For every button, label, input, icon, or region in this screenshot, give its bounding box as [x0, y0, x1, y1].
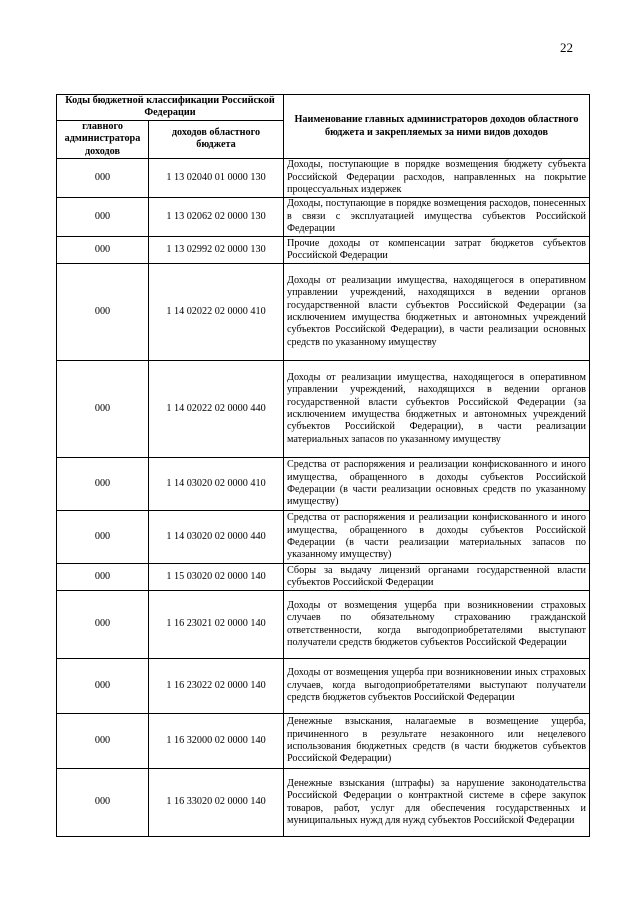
- admin-code-cell: 000: [57, 714, 149, 769]
- revenue-code-cell: 1 14 02022 02 0000 440: [149, 361, 284, 458]
- admin-code-cell: 000: [57, 769, 149, 837]
- table-row: [57, 511, 590, 564]
- revenue-name-cell: Доходы, поступающие в порядке возмещения расходов, понесенных в связи с эксплуатацией имущества субъектов Российской Федерации: [284, 198, 590, 237]
- table-row: [57, 564, 590, 591]
- revenue-name-cell: Доходы, поступающие в порядке возмещения бюджету субъекта Российской Федерации расходов, направленных на покрытие процессуальных издержек: [284, 159, 590, 198]
- revenue-code-cell: 1 16 23022 02 0000 140: [149, 659, 284, 714]
- admin-code-cell: 000: [57, 264, 149, 361]
- revenue-name-cell: Доходы от реализации имущества, находящегося в оперативном управлении учреждений, находящихся в ведении органов государственной власти субъектов Российской Федерации (за исключением имущества бюджетных и автономных учреждений субъектов Российской Федерации), в части реализации материальных запасов по указанному имуществу: [284, 361, 590, 458]
- revenue-name-cell: Сборы за выдачу лицензий органами государственной власти субъектов Российской Федерации: [284, 564, 590, 591]
- revenue-name-cell: Доходы от возмещения ущерба при возникновении страховых случаев по обязательному страхованию гражданской ответственности, когда выгодоприобретателями выступают получатели средств бюджетов субъектов Российской Федерации: [284, 591, 590, 659]
- admin-code-cell: 000: [57, 198, 149, 237]
- admin-code-cell: 000: [57, 159, 149, 198]
- admin-code-cell: 000: [57, 237, 149, 264]
- admin-code-cell: 000: [57, 659, 149, 714]
- admin-code-cell: 000: [57, 458, 149, 511]
- revenue-code-cell: 1 15 03020 02 0000 140: [149, 564, 284, 591]
- table-row: [57, 591, 590, 659]
- revenue-code-cell: 1 16 23021 02 0000 140: [149, 591, 284, 659]
- table-row: [57, 361, 590, 458]
- revenue-code-cell: 1 14 02022 02 0000 410: [149, 264, 284, 361]
- table-row: [57, 264, 590, 361]
- revenue-name-cell: Средства от распоряжения и реализации конфискованного и иного имущества, обращенного в доходы субъектов Российской Федерации (в части реализации материальных запасов по указанному имуществу): [284, 511, 590, 564]
- table-row: [57, 714, 590, 769]
- revenue-code-cell: 1 16 32000 02 0000 140: [149, 714, 284, 769]
- header-admin-code: главного администратора доходов: [57, 120, 149, 158]
- revenue-name-cell: Прочие доходы от компенсации затрат бюджетов субъектов Российской Федерации: [284, 237, 590, 264]
- table-row: [57, 458, 590, 511]
- revenue-code-cell: 1 16 33020 02 0000 140: [149, 769, 284, 837]
- page-number: 22: [560, 40, 573, 55]
- revenue-code-cell: 1 14 03020 02 0000 410: [149, 458, 284, 511]
- header-codes-group: Коды бюджетной классификации Российской Федерации: [57, 95, 284, 121]
- admin-code-cell: 000: [57, 591, 149, 659]
- revenue-code-cell: 1 13 02040 01 0000 130: [149, 159, 284, 198]
- revenue-name-cell: Доходы от реализации имущества, находящегося в оперативном управлении учреждений, находящихся в ведении органов государственной власти субъектов Российской Федерации (за исключением имущества бюджетных и автономных учреждений субъектов Российской Федерации), в части реализации основных средств по указанному имуществу: [284, 264, 590, 361]
- table-row: [57, 659, 590, 714]
- table-row: [57, 198, 590, 237]
- admin-code-cell: 000: [57, 361, 149, 458]
- header-admin-name: Наименование главных администраторов доходов областного бюджета и закрепляемых за ними видов доходов: [284, 95, 590, 159]
- revenue-code-cell: 1 14 03020 02 0000 440: [149, 511, 284, 564]
- revenue-name-cell: Средства от распоряжения и реализации конфискованного и иного имущества, обращенного в доходы субъектов Российской Федерации (в части реализации основных средств по указанному имуществу): [284, 458, 590, 511]
- table-row: [57, 237, 590, 264]
- revenue-code-cell: 1 13 02992 02 0000 130: [149, 237, 284, 264]
- table-row: [57, 769, 590, 837]
- admin-code-cell: 000: [57, 511, 149, 564]
- revenue-name-cell: Денежные взыскания (штрафы) за нарушение законодательства Российской Федерации о контрактной системе в сфере закупок товаров, работ, услуг для обеспечения государственных и муниципальных нужд для нужд субъектов Российской Федерации: [284, 769, 590, 837]
- revenue-name-cell: Денежные взыскания, налагаемые в возмещение ущерба, причиненного в результате незаконного или нецелевого использования бюджетных средств (в части бюджетов субъектов Российской Федерации): [284, 714, 590, 769]
- revenue-code-cell: 1 13 02062 02 0000 130: [149, 198, 284, 237]
- revenue-name-cell: Доходы от возмещения ущерба при возникновении иных страховых случаев, когда выгодоприобретателями выступают получатели средств бюджетов субъектов Российской Федерации: [284, 659, 590, 714]
- header-revenue-code: доходов областного бюджета: [149, 120, 284, 158]
- table-row: [57, 159, 590, 198]
- admin-code-cell: 000: [57, 564, 149, 591]
- budget-classification-table: [56, 94, 590, 837]
